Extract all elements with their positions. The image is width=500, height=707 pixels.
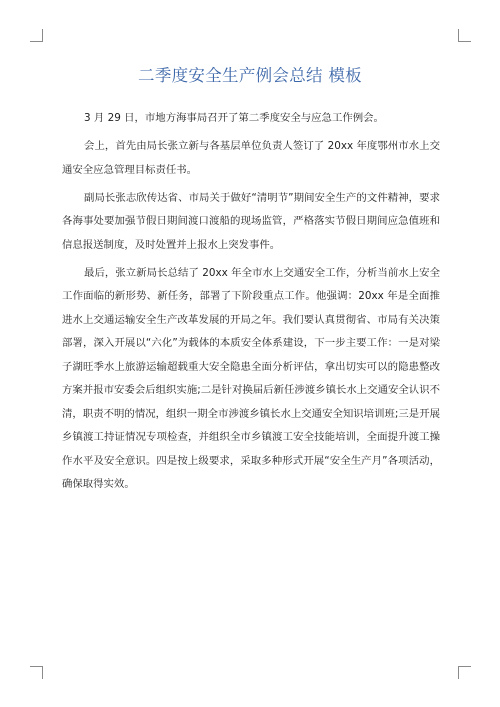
paragraph-meeting-date: 3 月 29 日，市地方海事局召开了第二季度安全与应急工作例会。 bbox=[84, 112, 384, 124]
paragraph-summary-and-plans: 最后，张立新局长总结了 20xx 年全市水上交通安全工作，分析当前水上安全工作面临的新形势、新任务，部署了下阶段重点工作。他强调：20xx 年是全面推进水上交通运输安全生产改革发展的开局之年。我们要认真贯彻省、市局有关决策部署，深入开展以“六化”为载体的本质安全体系建设，下一步主要工作：一是对梁子湖旺季水上旅游运输超载重大安全隐患全面分析评估，拿出切实可以的隐患整改方案并报市安委会后组织实施;二是针对换届后新任涉渡乡镇长水上交通安全认识不清，职责不明的情况，组织一期全市涉渡乡镇长水上交通安全知识培训班;三是开展乡镇渡工持证情况专项检查，并组织全市乡镇渡工安全技能培训，全面提升渡工操作水平及安全意识。四是按上级要求，采取多种形式开展“安全生产月”各项活动，确保取得实效。 bbox=[62, 266, 440, 490]
document-title: 二季度安全生产例会总结 模板 bbox=[138, 66, 362, 85]
crop-mark-bottom-left bbox=[30, 666, 43, 679]
paragraph-responsibility-signing: 会上，首先由局长张立新与各基层单位负责人签订了 20xx 年度鄂州市水上交通安全应急管理目标责任书。 bbox=[62, 140, 440, 176]
crop-mark-top-right bbox=[458, 29, 471, 42]
document-body bbox=[62, 107, 440, 497]
paragraph-qingming-safety: 副局长张志欣传达省、市局关于做好“清明节”期间安全生产的文件精神，要求各海事处要加强节假日期间渡口渡船的现场监管，严格落实节假日期间应急值班和信息报送制度，及时处置并上报水上突发事件。 bbox=[62, 191, 440, 251]
crop-mark-top-left bbox=[30, 29, 43, 42]
crop-mark-bottom-right bbox=[458, 666, 471, 679]
